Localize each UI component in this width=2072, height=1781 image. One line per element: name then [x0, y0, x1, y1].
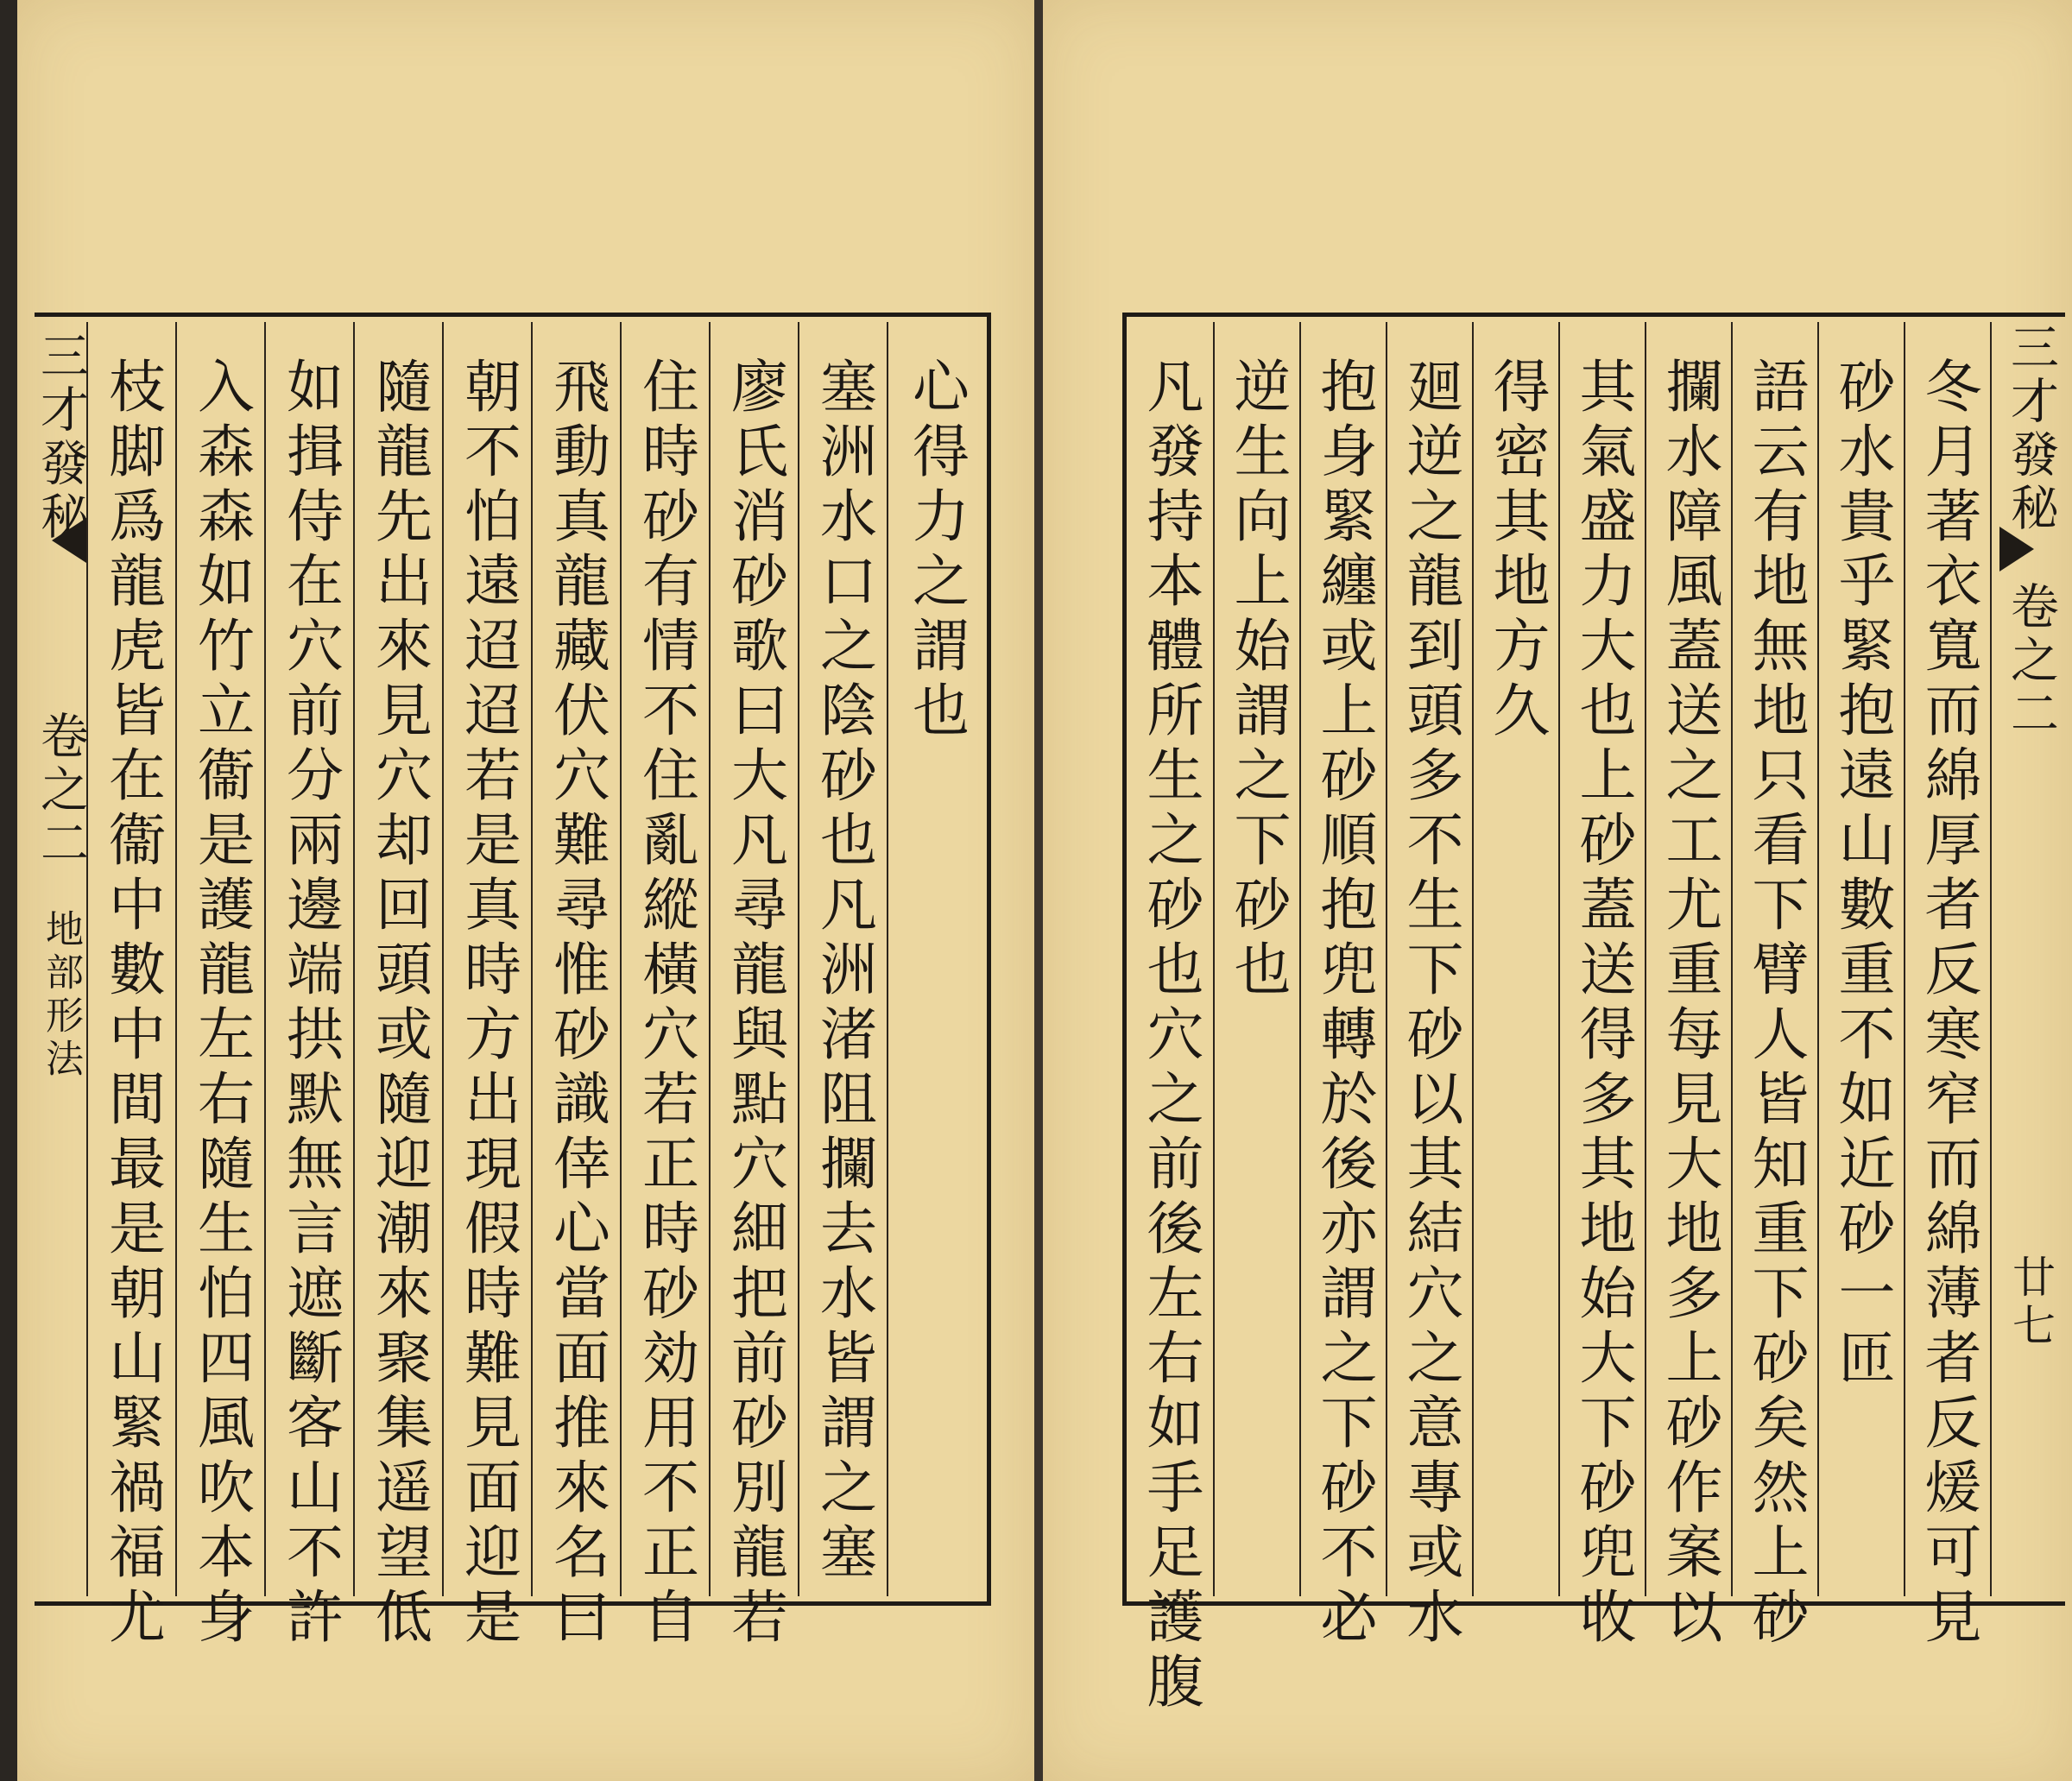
left-column-4 — [620, 322, 709, 1652]
right-column-9 — [1213, 322, 1299, 1596]
left-column-7 — [353, 322, 442, 1652]
right-column-7 — [1386, 322, 1472, 1652]
right-margin-column — [1990, 322, 2069, 1596]
right-margin-section: 卷之二 — [2003, 581, 2059, 742]
right-column-5 — [1558, 322, 1645, 1652]
text-column: 入森森如竹立衞是護龍左右隨生怕四風吹本身 — [187, 357, 255, 1652]
right-page-frame — [1122, 313, 2065, 1716]
left-column-2 — [798, 322, 887, 1596]
text-column: 廖氏消砂歌曰大凡尋龍與點穴細把前砂別龍若 — [721, 357, 788, 1652]
text-column: 得密其地方久 — [1483, 357, 1550, 745]
text-column: 朝不怕遠迢迢若是真時方出現假時難見面迎是 — [454, 357, 521, 1652]
left-column-6 — [442, 322, 531, 1652]
fish-tail-mark — [52, 518, 86, 563]
text-column: 逆生向上始謂之下砂也 — [1224, 357, 1291, 1004]
right-column-1 — [1904, 322, 1990, 1652]
page-number: 廿七 — [2006, 1254, 2056, 1351]
text-column: 冬月著衣寬而綿厚者反寒窄而綿薄者反煖可見 — [1915, 357, 1981, 1652]
text-column: 隨龍先出來見穴却回頭或隨迎潮來聚集遥望低 — [365, 357, 433, 1652]
right-column-3 — [1731, 322, 1817, 1652]
text-column: 砂水貴乎緊抱遠山數重不如近砂一匝 — [1829, 357, 1895, 1393]
right-column-2 — [1817, 322, 1904, 1596]
text-column: 凡發持本體所生之砂也穴之前後左右如手足護腹 — [1137, 357, 1203, 1716]
text-column: 塞洲水口之陰砂也凡洲渚阻攔去水皆謂之塞 — [810, 357, 877, 1587]
left-margin-column — [33, 322, 89, 1596]
text-column: 如揖侍在穴前分兩邊端拱默無言遮斷客山不許 — [276, 357, 344, 1652]
right-page — [1043, 0, 2072, 1781]
left-column-10 — [86, 322, 175, 1652]
left-margin-section: 卷之二 — [33, 711, 89, 871]
text-column: 廻逆之龍到頭多不生下砂以其結穴之意專或水 — [1397, 357, 1463, 1652]
text-column: 心得力之謂也 — [902, 357, 970, 745]
left-column-5 — [531, 322, 620, 1652]
right-column-10 — [1127, 322, 1213, 1716]
left-column-9 — [175, 322, 264, 1652]
right-column-8 — [1299, 322, 1386, 1652]
text-column: 枝脚爲龍虎皆在衞中數中間最是朝山緊禍福尤 — [98, 357, 166, 1652]
left-margin-subtitle: 地部形法 — [39, 909, 83, 1082]
left-page — [17, 0, 1034, 1781]
right-column-6 — [1472, 322, 1558, 1596]
left-margin-title: 三才發秘 — [33, 331, 89, 545]
text-column: 其氣盛力大也上砂蓋送得多其地始大下砂兜收 — [1570, 357, 1636, 1652]
left-column-8 — [264, 322, 353, 1652]
right-column-4 — [1645, 322, 1731, 1652]
text-column: 抱身緊纏或上砂順抱兜轉於後亦謂之下砂不必 — [1311, 357, 1377, 1652]
left-column-1 — [887, 322, 982, 1596]
left-page-frame — [33, 313, 991, 1652]
text-column: 住時砂有情不住亂縱橫穴若正時砂効用不正自 — [632, 357, 699, 1652]
text-column: 語云有地無地只看下臂人皆知重下砂矣然上砂 — [1742, 357, 1809, 1652]
fish-tail-mark — [1999, 527, 2034, 572]
text-column: 飛動真龍藏伏穴難尋惟砂識倖心當面推來名曰 — [543, 357, 610, 1652]
right-margin-title: 三才發秘 — [2003, 322, 2059, 536]
book-spine — [1034, 0, 1043, 1781]
left-column-3 — [709, 322, 798, 1652]
text-column: 攔水障風蓋送之工尤重每見大地多上砂作案以 — [1656, 357, 1722, 1652]
